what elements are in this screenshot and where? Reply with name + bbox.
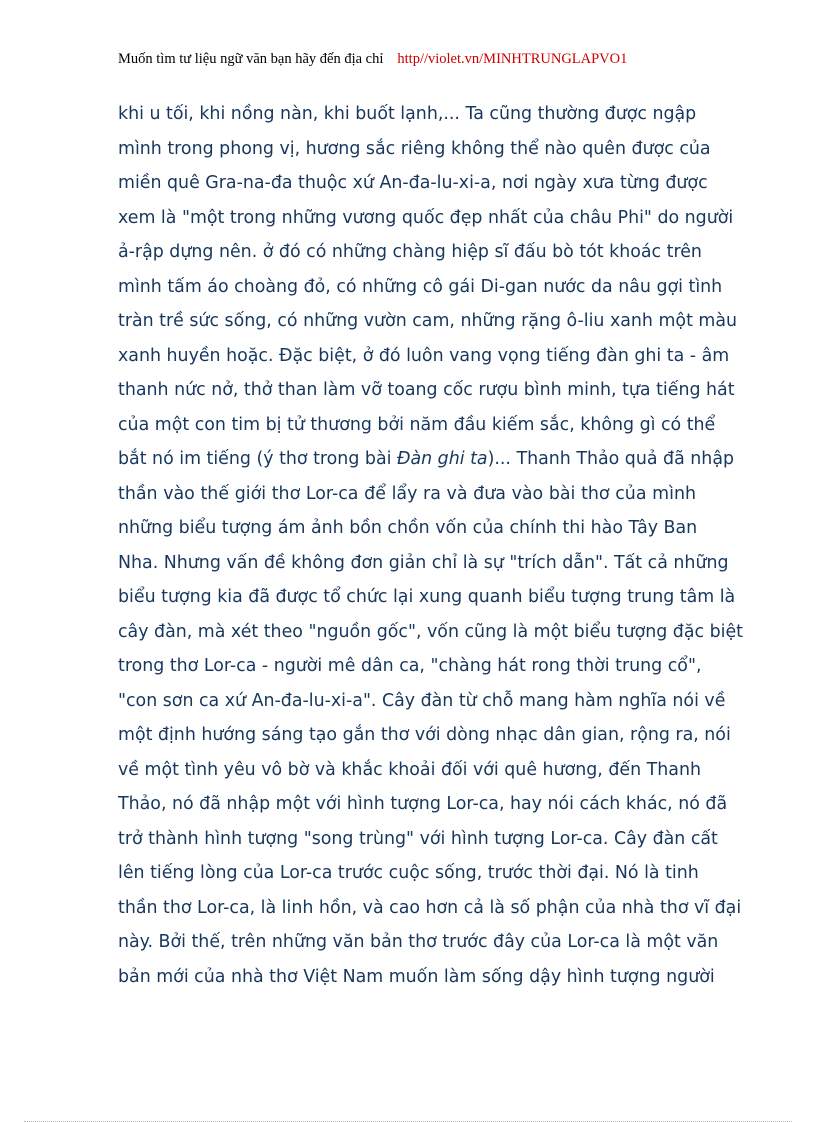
- page-bottom-divider: [24, 1121, 792, 1122]
- text-line: những biểu tượng ám ảnh bồn chồn vốn của chính thi hào Tây Ban: [118, 518, 698, 538]
- text-line: Nha. Nhưng vấn đề không đơn giản chỉ là sự "trích dẫn". Tất cả những: [118, 552, 729, 573]
- text-line: mình tấm áo choàng đỏ, có những cô gái Di-gan nước da nâu gợi tình: [118, 276, 723, 297]
- text-line: khi u tối, khi nồng nàn, khi buốt lạnh,... Ta cũng thường được ngập: [118, 104, 697, 124]
- text-line: một định hướng sáng tạo gắn thơ với dòng nhạc dân gian, rộng ra, nói: [118, 725, 731, 745]
- text-line: trong thơ Lor-ca - người mê dân ca, "chàng hát rong thời trung cổ",: [118, 656, 702, 676]
- page-header: [118, 51, 718, 68]
- text-line: trở thành hình tượng "song trùng" với hình tượng Lor-ca. Cây đàn cất: [118, 828, 718, 849]
- text-line: cây đàn, mà xét theo "nguồn gốc", vốn cũng là một biểu tượng đặc biệt: [118, 621, 743, 642]
- text-line: lên tiếng lòng của Lor-ca trước cuộc sống, trước thời đại. Nó là tinh: [118, 863, 699, 883]
- document-body: [118, 97, 743, 994]
- text-line: thần vào thế giới thơ Lor-ca để lẩy ra và đưa vào bài thơ của mình: [118, 483, 696, 504]
- text-line: ả-rập dựng nên. ở đó có những chàng hiệp sĩ đấu bò tót khoác trên: [118, 242, 702, 262]
- text-line: xanh huyền hoặc. Đặc biệt, ở đó luôn vang vọng tiếng đàn ghi ta - âm: [118, 345, 730, 366]
- text-line: biểu tượng kia đã được tổ chức lại xung quanh biểu tượng trung tâm là: [118, 587, 736, 607]
- line-after-title: )... Thanh Thảo quả đã nhập: [487, 449, 735, 469]
- text-line-with-title: [118, 442, 735, 477]
- text-line: xem là "một trong những vương quốc đẹp nhất của châu Phi" do người: [118, 207, 734, 228]
- header-url-link[interactable]: http//violet.vn/MINHTRUNGLAPVO1: [397, 51, 628, 67]
- text-line: Thảo, nó đã nhập một với hình tượng Lor-ca, hay nói cách khác, nó đã: [118, 794, 728, 814]
- text-line: thần thơ Lor-ca, là linh hồn, và cao hơn cả là số phận của nhà thơ vĩ đại: [118, 897, 742, 918]
- text-line: bản mới của nhà thơ Việt Nam muốn làm sống dậy hình tượng người: [118, 966, 715, 987]
- text-line: miền quê Gra-na-đa thuộc xứ An-đa-lu-xi-a, nơi ngày xưa từng được: [118, 173, 708, 193]
- text-line: tràn trề sức sống, có những vườn cam, những rặng ô-liu xanh một màu: [118, 311, 738, 331]
- poem-title: Đàn ghi ta: [396, 449, 488, 469]
- line-before-title: bắt nó im tiếng (ý thơ trong bài: [118, 449, 397, 469]
- text-line: thanh nức nở, thở than làm vỡ toang cốc rượu bình minh, tựa tiếng hát: [118, 380, 735, 400]
- text-line: về một tình yêu vô bờ và khắc khoải đối với quê hương, đến Thanh: [118, 759, 701, 780]
- text-line: mình trong phong vị, hương sắc riêng không thể nào quên được của: [118, 138, 711, 159]
- header-caption: Muốn tìm tư liệu ngữ văn bạn hãy đến địa chỉ: [118, 51, 384, 67]
- text-line: của một con tim bị tử thương bởi năm đầu kiếm sắc, không gì có thể: [118, 414, 716, 435]
- text-line: này. Bởi thế, trên những văn bản thơ trước đây của Lor-ca là một văn: [118, 932, 719, 952]
- text-line: "con sơn ca xứ An-đa-lu-xi-a". Cây đàn từ chỗ mang hàm nghĩa nói về: [118, 690, 726, 711]
